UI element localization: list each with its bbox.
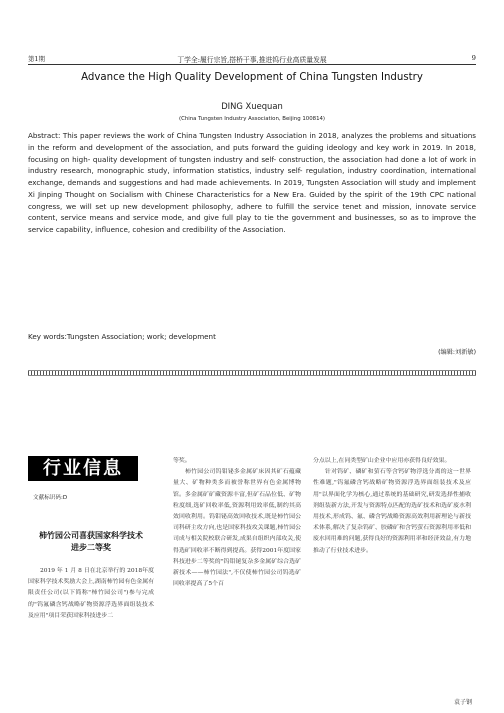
news-paragraph: 针对钨矿、磷矿和萤石等含钙矿物浮选分离的这一世界性难题,"钨氟磷含钙战略矿物资源浮选界面组装技术及应用"以界面化学为核心,通过系统的基础研究,研发选择性捕收剂组装新方法,开发与资源特点匹配的选矿技术和选矿废水利用技术,形成钨、氟、磷含钙战略资源高效利用新理论与新技术体系,解决了复杂钨矿、胶磷矿和含钙萤石资源利用率低和废水回用难的问题,获得良好的资源利用率和经济效益,有力地推动了行业技术进步。 [313,469,471,554]
editor-credit: (编辑:刘新敏) [438,349,476,356]
news-paragraph: 等奖。 [173,458,191,464]
issue-number: 第1期 [28,55,45,63]
author: DING Xuequan [221,101,283,111]
keywords-label: Key words: [28,332,67,341]
news-headline-line2: 进步二等奖 [71,543,111,552]
abstract-text: This paper reviews the work of China Tungsten Industry Association in 2018, analyzes the problems and situations in the reform and development of the association, and puts forward the guiding ideology and key work in 2019. In 2018, focusing on high- quality development of tungsten industry and self- construction, the association had done a lot of work in industry research, monographic study, information statistics, industry self- regulation, industry coordination, international exchange, demands and suggestions and had made achievements. In 2019, Tungsten Association will study and implement Xi Jinping Thought on Socialism with Chinese Characteristics for a New Era. Guided by the spirit of the 19th CPC national congress, we will set up new development philosophy, adhere to fulfill the service tenet and mission, innovate service content, service means and service mode, and give full play to tie the government and businesses, so as to improve the service capability, influence, cohesion and credibility of the Association. [28,131,476,235]
affiliation: (China Tungsten Industry Association, Beijing 100814) [178,116,326,122]
header-rule [28,64,476,65]
news-signature: 袁子钢 [453,699,472,706]
section-banner: 行业信息 [28,456,138,481]
keywords [28,331,476,342]
news-paragraph: 2019 年 1 月 8 日在北京举行的 2018年度国家科学技术奖励大会上,湖南柿竹园有色金属有限责任公司(以下简称"柿竹园公司")参与完成的"钨氟磷含钙战略矿物资源浮选界面组装技术及应用"项目荣获国家科技进步二 [28,568,154,619]
news-column-3 [313,456,471,557]
page-number: 9 [471,54,476,62]
running-title: 丁学全:履行宗旨,搭桥干事,推进钨行业高质量发展 [177,56,327,64]
keywords-text: Tungsten Association; work; development [66,332,216,341]
abstract [28,130,476,236]
news-column-1 [28,566,154,622]
news-paragraph: 分点以上,在同类型矿山企业中应用亦获得良好效果。 [313,458,451,464]
news-column-2 [173,456,301,590]
section-divider [28,370,476,376]
news-paragraph: 柿竹园公司钨钼铋多金属矿床因其矿石蕴藏量大、矿物种类多而被誉称世界有色金属博物馆。多金属矿矿藏资源丰富,但矿石品位低、矿物粒度细,选矿回收率低,资源利用效率低,制约其高效回收利用。钨钼铋高效回收技术,既是柿竹园公司科研主攻方向,也是国家科技攻关课题,柿竹园公司成与相关院校联合研发,成果自组织内部攻关,使得选矿回收率不断得到提高。获得2001年度国家科技进步二等奖的"钨钼铋复杂多金属矿综合选矿新技术——柿竹园法",不仅使柿竹园公司钨选矿回收率提高了5个百 [173,469,301,588]
news-headline [28,530,154,554]
document-code: 文献标识码:D [33,495,68,501]
news-headline-line1: 柿竹园公司喜获国家科学技术 [39,531,143,540]
abstract-label: Abstract: [28,131,61,140]
paper-title: Advance the High Quality Development of China Tungsten Industry [81,72,423,83]
